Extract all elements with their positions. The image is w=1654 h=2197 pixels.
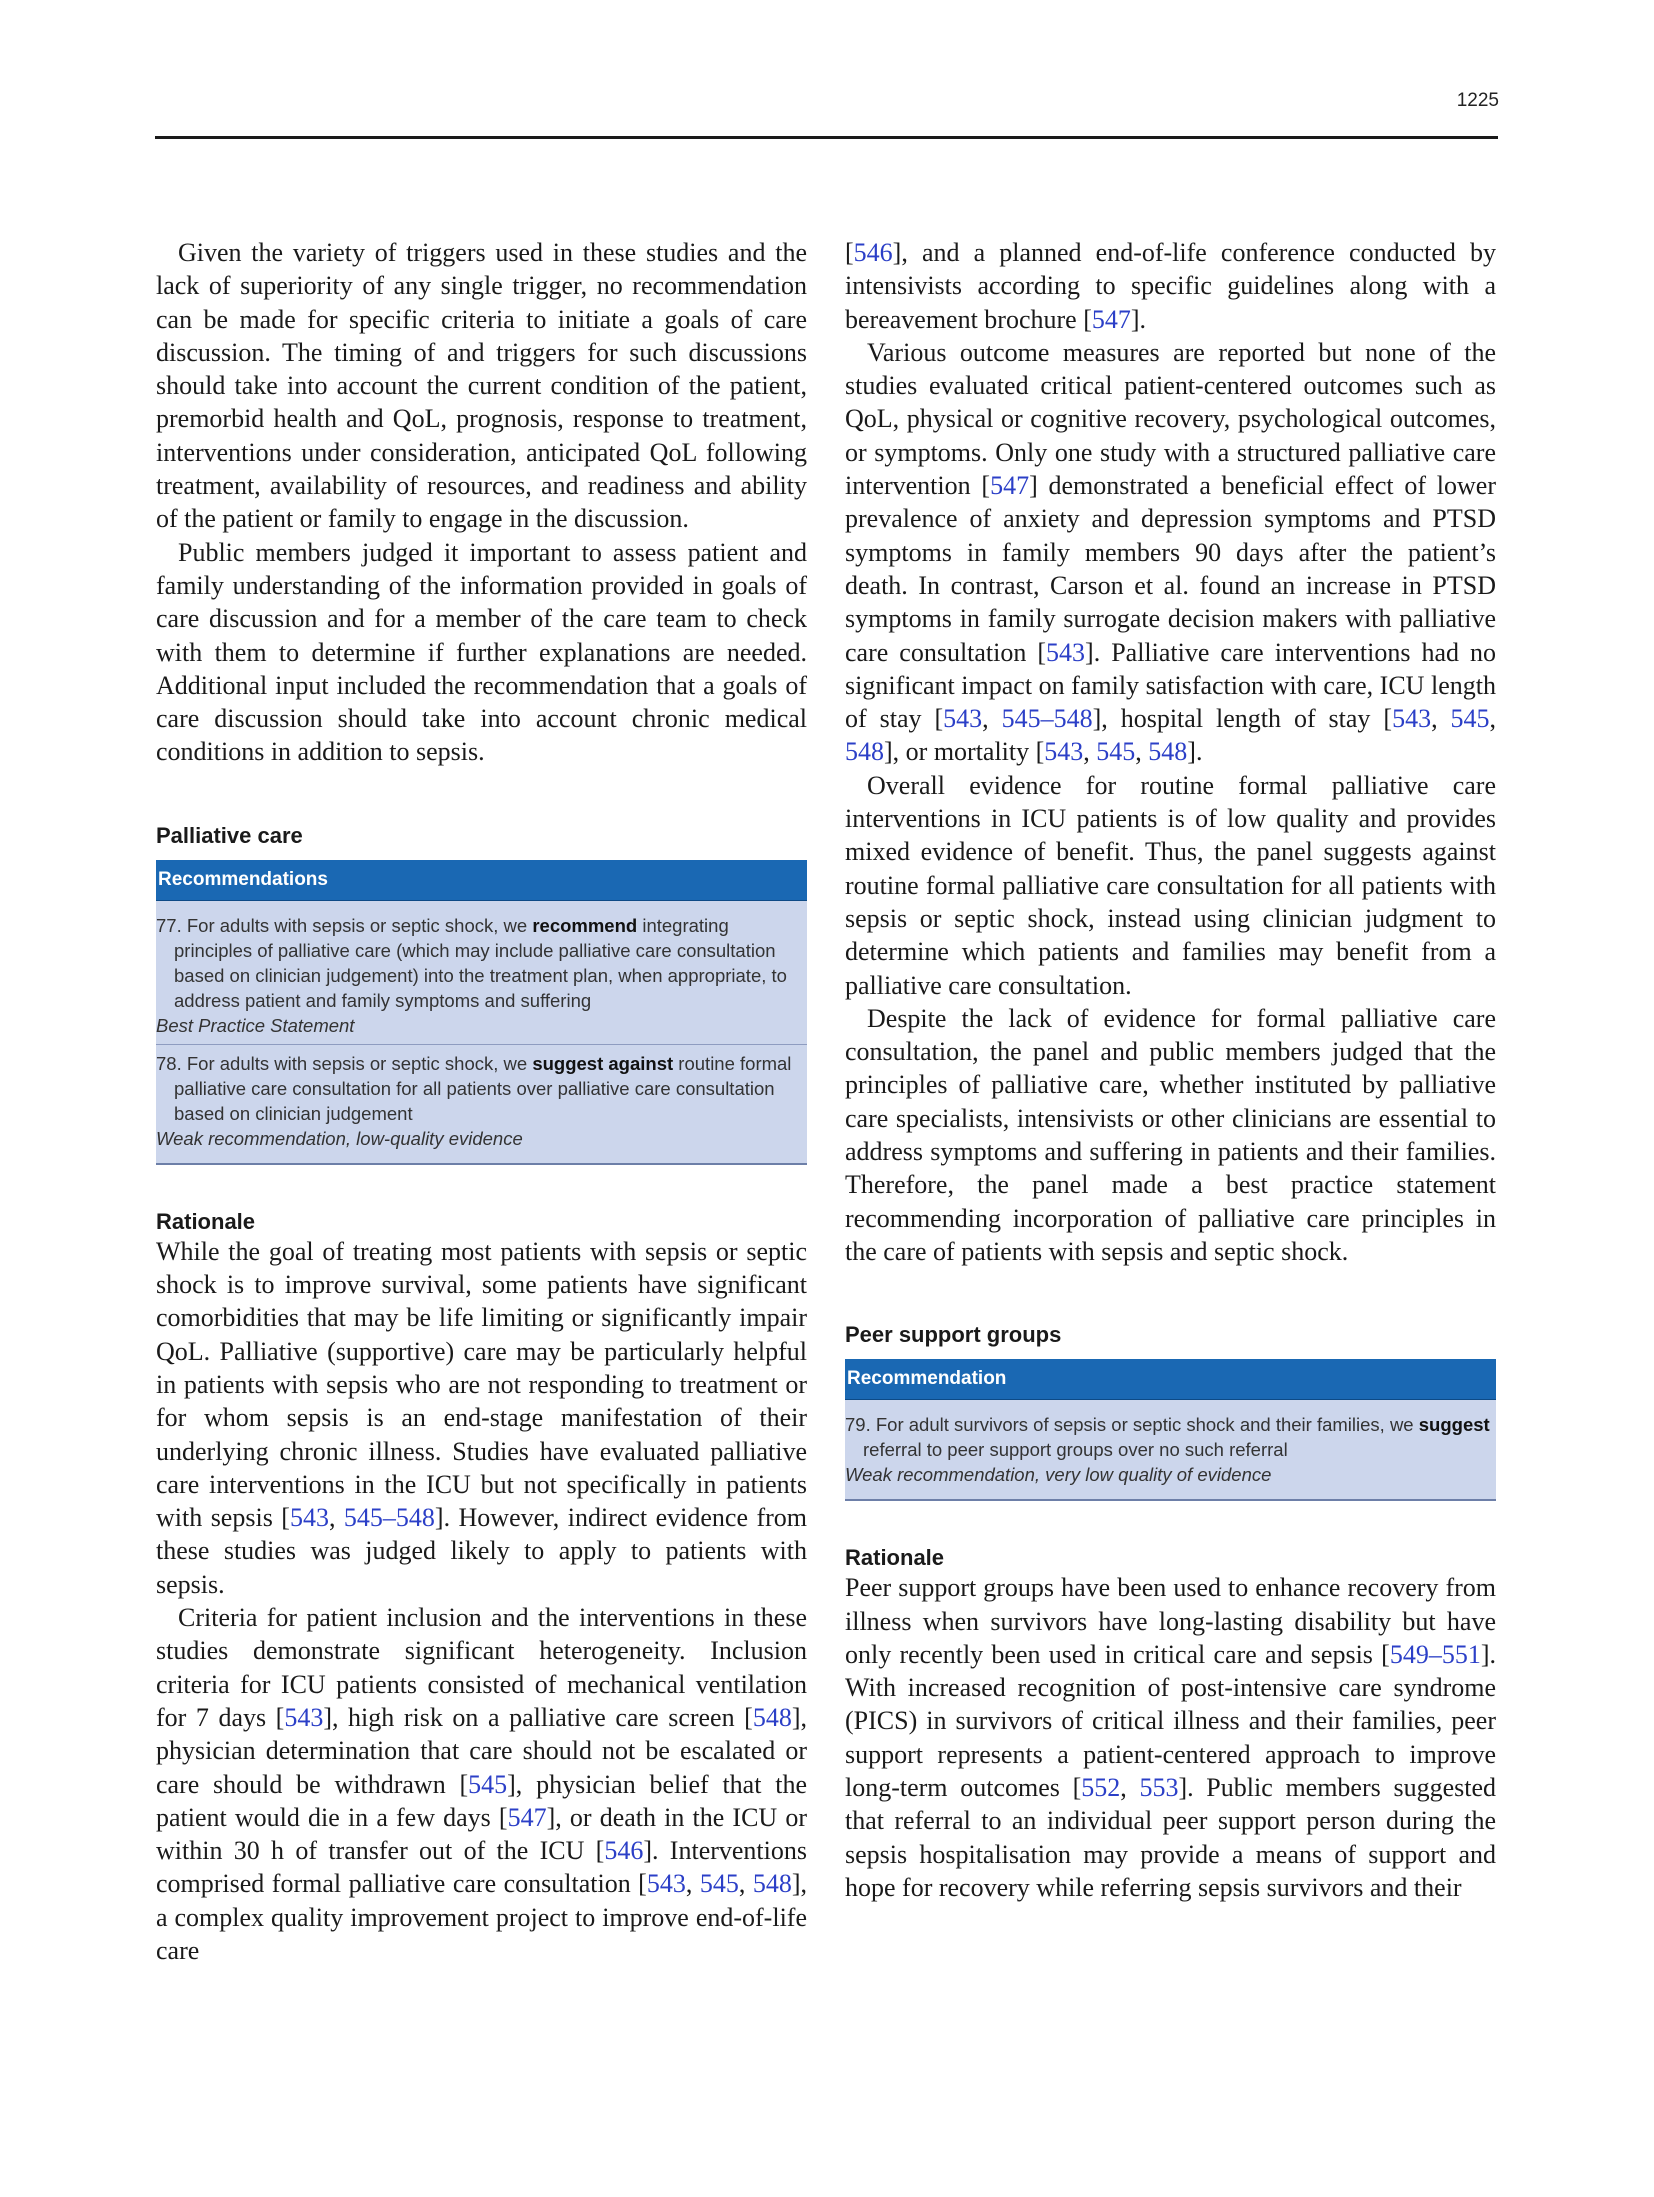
text-run: ]. Public members suggested that referral to an individual peer support person during the sepsis hospitalisation may provide a means of support and hope for recovery while referring sepsis survivors and their (845, 1772, 1496, 1902)
text-run: , (1120, 1772, 1140, 1802)
text-run: ], or death in the ICU or within 30 h of transfer out of the ICU [ (156, 1802, 808, 1866)
citation-link[interactable]: 545–548 (1001, 704, 1093, 734)
text-run: Given the variety of triggers used in these studies and the lack of superiority of any single trigger, no recommendation can be made for specific criteria to initiate a goals of care discussion. The timing of and triggers for such discussions should take into account the current condition of the patient, premorbid health and QoL, prognosis, response to treatment, interventions under consideration, anticipated QoL following treatment, availability of resources, and readiness and ability of the patient or family to engage in the discussion. (156, 238, 807, 534)
paragraph (156, 536, 807, 769)
citation-link[interactable]: 545 (1096, 737, 1136, 767)
citation-link[interactable]: 543 (1392, 704, 1432, 734)
text-run: ], or mortality [ (884, 737, 1045, 767)
left-column (156, 236, 807, 1967)
text-run: ], hospital length of stay [ (1092, 704, 1393, 734)
text-run: , (328, 1503, 344, 1533)
recommendation-text: 79. For adult survivors of sepsis or septic shock and their families, we (845, 1414, 1419, 1436)
paragraph (156, 1601, 807, 1967)
citation-link[interactable]: 548 (1148, 737, 1188, 767)
citation-link[interactable]: 543 (646, 1869, 686, 1899)
text-run: ]. Palliative care interventions had no significant impact on family satisfaction with care, ICU length of stay [ (845, 637, 1496, 734)
paragraph (845, 236, 1496, 336)
citation-link[interactable]: 543 (943, 704, 983, 734)
recommendation-item (156, 1051, 807, 1126)
text-run: ], physician determination that care should not be escalated or care should be withdrawn [ (156, 1702, 807, 1799)
text-run: ]. Interventions comprised formal palliative care consultation [ (156, 1836, 807, 1899)
text-run: Peer support groups have been used to enhance recovery from illness when survivors have long-lasting disability but have only recently been used in critical care and sepsis [ (845, 1573, 1496, 1669)
paragraph (845, 1002, 1496, 1268)
text-run: ]. However, indirect evidence from these studies was judged likely to apply to patients with sepsis. (156, 1503, 808, 1599)
citation-link[interactable]: 545 (468, 1769, 508, 1799)
text-run: ], a complex quality improvement project to improve end-of-life care (156, 1869, 808, 1965)
citation-link[interactable]: 548 (845, 737, 884, 767)
page-number: 1225 (1456, 90, 1499, 111)
paragraph (845, 769, 1496, 1002)
recommendation-box-header: Recommendation (845, 1359, 1496, 1400)
recommendation-text: routine formal palliative care consultation for all patients over palliative care consultation based on clinician judgement (174, 1052, 792, 1124)
section-heading-rationale: Rationale (156, 1208, 256, 1234)
text-run: Criteria for patient inclusion and the interventions in these studies demonstrate significant heterogeneity. Inclusion criteria for ICU patients consisted of mechanical ventilation for 7 days [ (156, 1603, 807, 1732)
text-run: ] demonstrated a beneficial effect of lower prevalence of anxiety and depression symptoms and PTSD symptoms in family members 90 days after the patient’s death. In contrast, Carson et al. found an increase in PTSD symptoms in family surrogate decision makers with palliative care consultation [ (845, 471, 1496, 667)
recommendation-text: integrating principles of palliative care (which may include palliative care consultation based on clinician judgement) into the treatment plan, when appropriate, to address patient and family symptoms and suffering (174, 914, 787, 1011)
text-run: Overall evidence for routine formal palliative care interventions in ICU patients is of low quality and provides mixed evidence of benefit. Thus, the panel suggests against routine formal palliative care consultation for all patients with sepsis or septic shock, instead using clinician judgment to determine which patients and families may benefit from a palliative care consultation. (845, 770, 1496, 1000)
right-column (845, 236, 1496, 1904)
paragraph (156, 1235, 807, 1601)
text-run: , (982, 704, 1002, 734)
citation-link[interactable]: 547 (990, 471, 1030, 501)
recommendation-box (156, 860, 807, 1165)
evidence-grade: Weak recommendation, low-quality evidence (156, 1127, 523, 1149)
text-run: , (685, 1869, 700, 1899)
citation-link[interactable]: 545–548 (343, 1503, 435, 1533)
text-run: , (1135, 737, 1149, 767)
citation-link[interactable]: 543 (1046, 637, 1086, 667)
text-run: ], physician belief that the patient would die in a few days [ (156, 1769, 807, 1832)
section-heading-palliative-care: Palliative care (156, 822, 303, 848)
section-heading-peer-support-groups: Peer support groups (845, 1322, 1062, 1348)
citation-link[interactable]: 547 (507, 1802, 547, 1832)
citation-link[interactable]: 547 (1091, 304, 1131, 334)
citation-link[interactable]: 543 (289, 1503, 329, 1533)
recommendation-text: 77. For adults with sepsis or septic shock, we (156, 914, 533, 936)
text-run: ]. (1130, 304, 1147, 334)
text-run: Despite the lack of evidence for formal palliative care consultation, the panel and public members judged that the principles of palliative care, whether instituted by palliative care specialists, intensivists or other clinicians are essential to address symptoms and suffering in patients and their families. Therefore, the panel made a best practice statement recommending incorporation of palliative care principles in the care of patients with sepsis and septic shock. (845, 1003, 1496, 1266)
paragraph (156, 236, 807, 536)
text-run: ], high risk on a palliative care screen [ (323, 1702, 753, 1732)
text-run: Various outcome measures are reported but none of the studies evaluated critical patient-centered outcomes such as QoL, physical or cognitive recovery, psychological outcomes, or symptoms. Only one study with a structured palliative care intervention [ (845, 337, 1496, 501)
recommendation-box-body (156, 901, 807, 1163)
text-run: Public members judged it important to assess patient and family understanding of the information provided in goals of care discussion and for a member of the care team to check with them to determine if further explanations are needed. Additional input included the recommendation that a goals of care discussion should take into account chronic medical conditions in addition to sepsis. (156, 537, 807, 767)
text-run: ], and a planned end-of-life conference conducted by intensivists according to specific guidelines along with a bereavement brochure [ (845, 238, 1496, 334)
citation-link[interactable]: 546 (853, 238, 893, 267)
citation-link[interactable]: 543 (1044, 737, 1084, 767)
section-heading-rationale: Rationale (845, 1545, 945, 1571)
recommendation-text: 78. For adults with sepsis or septic shock, we (156, 1052, 533, 1074)
citation-link[interactable]: 546 (604, 1836, 644, 1866)
citation-link[interactable]: 549–551 (1389, 1639, 1481, 1669)
recommendation-strength: recommend (532, 914, 638, 936)
recommendation-box-body (845, 1400, 1496, 1499)
text-run: [ (845, 238, 854, 267)
citation-link[interactable]: 543 (284, 1702, 324, 1732)
citation-link[interactable]: 545 (699, 1869, 739, 1899)
recommendation-divider (156, 1044, 807, 1045)
recommendation-strength: suggest against (532, 1052, 674, 1074)
citation-link[interactable]: 548 (752, 1702, 792, 1732)
text-run: , (1489, 704, 1497, 734)
text-run: ]. With increased recognition of post-intensive care syndrome (PICS) in survivors of critical illness and their families, peer support represents a patient-centered approach to improve long-term outcomes [ (845, 1639, 1496, 1802)
header-rule (155, 136, 1498, 139)
paragraph (845, 1571, 1496, 1904)
recommendation-box (845, 1359, 1496, 1501)
text-run: , (1431, 704, 1451, 734)
evidence-grade: Best Practice Statement (156, 1014, 355, 1036)
recommendation-item (156, 913, 807, 1013)
citation-link[interactable]: 548 (752, 1869, 792, 1899)
text-run: , (738, 1869, 753, 1899)
text-run: , (1083, 737, 1097, 767)
citation-link[interactable]: 552 (1081, 1772, 1121, 1802)
recommendation-box-header: Recommendations (156, 860, 807, 901)
evidence-grade: Weak recommendation, very low quality of evidence (845, 1464, 1272, 1486)
recommendation-item (845, 1412, 1496, 1462)
paragraph (845, 336, 1496, 769)
citation-link[interactable]: 553 (1139, 1772, 1179, 1802)
recommendation-text: referral to peer support groups over no such referral (863, 1439, 1288, 1461)
recommendation-strength: suggest (1418, 1414, 1490, 1436)
citation-link[interactable]: 545 (1450, 704, 1490, 734)
text-run: While the goal of treating most patients with sepsis or septic shock is to improve survival, some patients have significant comorbidities that may be life limiting or significantly impair QoL. Palliative (supportive) care may be particularly helpful in patients with sepsis who are not responding to treatment or for whom sepsis is an end-stage manifestation of their underlying chronic illness. Studies have evaluated palliative care interventions in the ICU but not specifically in patients with sepsis [ (156, 1236, 807, 1533)
text-run: ]. (1187, 737, 1203, 767)
